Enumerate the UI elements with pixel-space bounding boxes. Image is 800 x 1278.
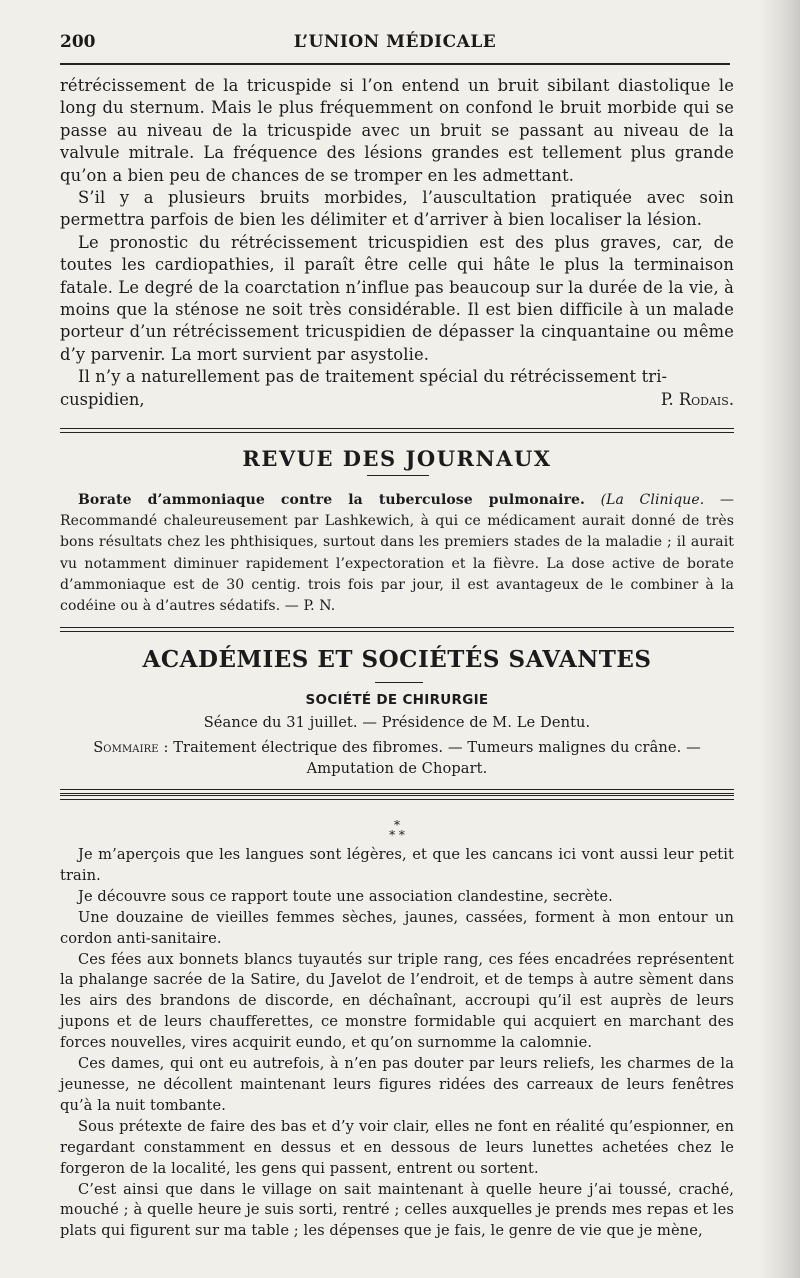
article-title: Borate d’ammoniaque contre la tuberculose pulmonaire. (78, 492, 586, 508)
feuilleton-paragraph: Je m’aperçois que les langues sont légères, et que les cancans ici vont aussi leur petit train. (60, 846, 734, 884)
section-title-academies: ACADÉMIES ET SOCIÉTÉS SAVANTES (142, 646, 652, 673)
feuilleton-paragraph: Une douzaine de vieilles femmes sèches, jaunes, cassées, forment à mon entour un cordon anti-sanitaire. (60, 908, 734, 947)
sommaire-line (60, 738, 734, 759)
section-separator (60, 789, 734, 794)
header-rule (60, 63, 730, 65)
intro-text (60, 75, 734, 411)
society-block (60, 690, 734, 780)
page-number: 200 (60, 32, 96, 52)
section-separator (60, 795, 734, 800)
feuilleton-paragraph: Sous prétexte de faire des bas et d’y voir clair, elles ne font en réalité qu’espionner, en regardant constamment en dessus et en dessous de leurs lunettes achetées chez le forgeron de la localité, les gens qui passent, entrent ou sortent. (60, 1117, 734, 1177)
sommaire-label: Sommaire (93, 738, 159, 756)
article-body: — Recommandé chaleureusement par Lashkewich, à qui ce médicament aurait donné de très bons résultats chez les phthisiques, surtout dans les premiers stades de la maladie ; il aurait vu notamment diminuer rapidement l’expectoration et la fièvre. La dose active de borate d’ammoniaque est de 30 centig. trois fois par jour, il est avantageux de le combiner à la codéine ou à d’autres sédatifs. — P. N. (60, 492, 734, 615)
section-separator (60, 428, 734, 433)
seance-info: Séance du 31 juillet. — Présidence de M. Le Dentu. (203, 713, 591, 731)
asterism-top: * (394, 818, 400, 832)
intro-paragraph: S’il y a plusieurs bruits morbides, l’auscultation pratiquée avec soin permettra parfois de bien les délimiter et d’arriver à bien localiser la lésion. (60, 188, 734, 230)
revue-article (60, 490, 734, 617)
intro-last-word: cuspidien, (60, 389, 145, 409)
feuilleton-paragraph: Je découvre sous ce rapport toute une association clandestine, secrète. (78, 887, 613, 905)
article-source: (La Clinique. (600, 492, 705, 508)
section-separator (60, 627, 734, 632)
feuilleton-paragraph: C’est ainsi que dans le village on sait maintenant à quelle heure j’ai toussé, craché, mouché ; à quelle heure je suis sorti, rentré ; celles auxquelles je prends mes repas et les plats qui figurent sur ma table ; les dépenses que je fais, le genre de vie que je mène, (60, 1180, 734, 1240)
scan-edge-shadow (758, 0, 800, 1278)
title-underline (375, 682, 423, 683)
feuilleton-text (60, 845, 734, 1242)
page-header (60, 32, 730, 58)
section-title-revue: REVUE DES JOURNAUX (242, 446, 552, 471)
sommaire-items: : Traitement électrique des fibromes. — Tumeurs malignes du crâne. — (163, 738, 701, 756)
society-name: SOCIÉTÉ DE CHIRURGIE (305, 692, 489, 708)
signature-line (60, 389, 734, 411)
intro-paragraph: rétrécissement de la tricuspide si l’on entend un bruit sibilant diastolique le long du sternum. Mais le plus fréquemment on confond le bruit morbide qui se passe au niveau de la tricuspide avec un bruit se passant au niveau de la valvule mitrale. La fréquence des lésions grandes est tellement plus grande qu’on a bien peu de chances de se tromper en les admettant. (60, 76, 734, 185)
sommaire-line-2: Amputation de Chopart. (306, 759, 488, 777)
intro-last-line: Il n’y a naturellement pas de traitement spécial du rétrécissement tri- (78, 367, 668, 387)
title-underline (367, 475, 429, 476)
feuilleton-paragraph: Ces fées aux bonnets blancs tuyautés sur triple rang, ces fées encadrées représentent la phalange sacrée de la Satire, du Javelot de l’endroit, et de temps à autre sèment dans les airs des brandons de discorde, en déchaînant, accroupi qu’il est auprès de leurs jupons et de leurs chaufferettes, ce monstre formidable qui acquiert en marchant des forces nouvelles, vires acquirit eundo, et qu’on surnomme la calomnie. (60, 950, 734, 1052)
feuilleton-paragraph: Ces dames, qui ont eu autrefois, à n’en pas douter par leurs reliefs, les charmes de la jeunesse, ne décollent maintenant leurs figures ridées des carreaux de leurs fenêtres qu’à la nuit tombante. (60, 1055, 734, 1114)
asterism-bottom: * * (389, 828, 405, 842)
journal-title: L’UNION MÉDICALE (293, 32, 497, 52)
intro-paragraph: Le pronostic du rétrécissement tricuspidien est des plus graves, car, de toutes les cardiopathies, il paraît être celle qui hâte le plus la terminaison fatale. Le degré de la coarctation n’influe pas beaucoup sur la durée de la vie, à moins que la sténose ne soit très considérable. Il est bien difficile à un malade porteur d’un rétrécissement tricuspidien de dépasser la cinquantaine ou même d’y parvenir. La mort survient par asystolie. (60, 232, 734, 364)
author-signature: P. Rodais. (660, 389, 734, 409)
